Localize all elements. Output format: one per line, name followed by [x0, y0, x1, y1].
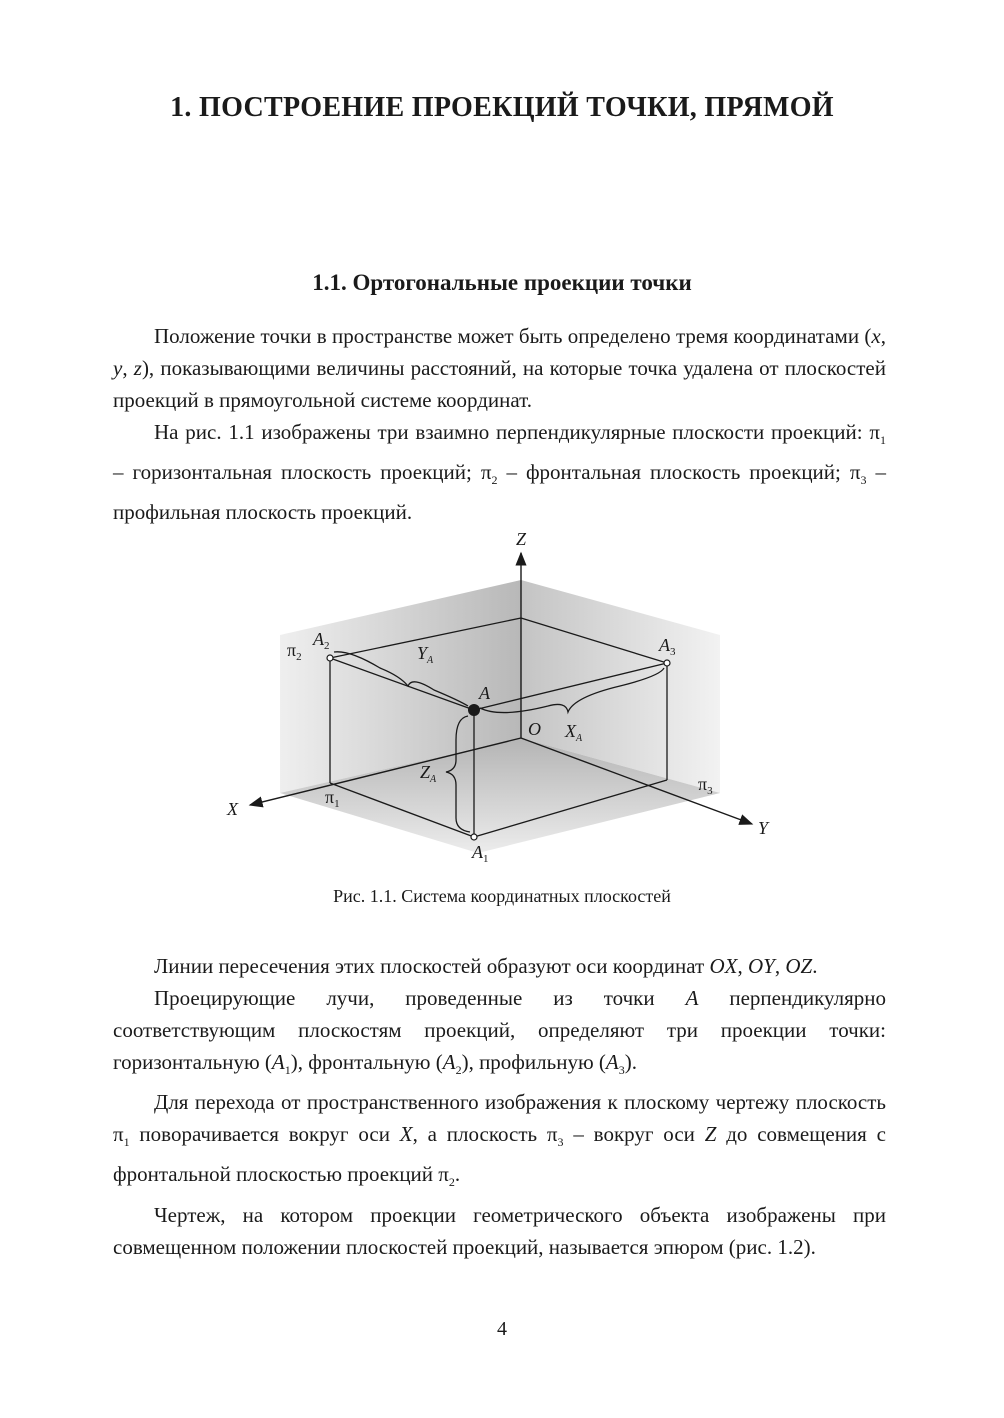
paragraph-4: Проецирующие лучи, проведенные из точки A перпендикулярно соответствующим плоскостям проекций, определяют три проекции точки: горизонтальную $(A_1)$, фронтальную $(A_2)$, профильную $(A_3)$.	[113, 986, 886, 1078]
paragraph-2: На рис. 1.1 изображены три взаимно перпендикулярные плоскости проекций: $\pi_1$ – горизонтальная плоскость проекций; $\pi_2$ – фронтальная плоскость проекций; $\pi_3$ – профильная плоскость проекций.	[113, 420, 886, 525]
a2-label: $A_2$	[313, 629, 330, 652]
point-a1	[471, 834, 477, 840]
za-label: $Z_A$	[420, 762, 437, 785]
paragraph-3: Линии пересечения этих плоскостей образуют оси координат OX, OY, OZ.	[154, 954, 818, 978]
page-number: 4	[497, 1318, 507, 1340]
point-a3	[664, 660, 670, 666]
main-text	[113, 950, 886, 1263]
pi2-label: $\pi_2$	[287, 640, 302, 663]
pi3-label: $\pi_3$	[698, 774, 713, 797]
paragraph-5: Для перехода от пространственного изображения к плоскому чертежу плоскость $\pi_1$ поворачивается вокруг оси X, а плоскость $\pi_3$ – вокруг оси Z до совмещения с фронтальной плоскостью проекций $\pi_2$.	[113, 1090, 886, 1190]
axis-y-label: Y	[758, 818, 769, 838]
axis-x-label: X	[227, 799, 238, 819]
paragraph-1: Положение точки в пространстве может быть определено тремя координатами (x, y, z), показывающими величины расстояний, на которые точка удалена от плоскостей проекций в прямоугольной системе координат.	[113, 324, 886, 412]
pi1-label: $\pi_1$	[325, 787, 340, 810]
chapter-title: 1. ПОСТРОЕНИЕ ПРОЕКЦИЙ ТОЧКИ, ПРЯМОЙ	[170, 92, 834, 123]
axis-z-label: Z	[516, 529, 527, 549]
point-a-label: A	[479, 683, 490, 703]
xa-label: $X_A$	[565, 721, 583, 744]
origin-label: O	[528, 719, 541, 739]
figure-caption: Рис. 1.1. Система координатных плоскостей	[333, 886, 671, 906]
point-a	[468, 704, 480, 716]
a1-label: $A_1$	[472, 842, 489, 865]
section-title: 1.1. Ортогональные проекции точки	[312, 270, 692, 295]
paragraph-6: Чертеж, на котором проекции геометрического объекта изображены при совмещенном положении плоскостей проекций, называется эпюром (рис. 1.2).	[113, 1202, 886, 1259]
a3-label: $A_3$	[659, 635, 676, 658]
ya-label: $Y_A$	[417, 643, 434, 666]
point-a2	[327, 655, 333, 661]
